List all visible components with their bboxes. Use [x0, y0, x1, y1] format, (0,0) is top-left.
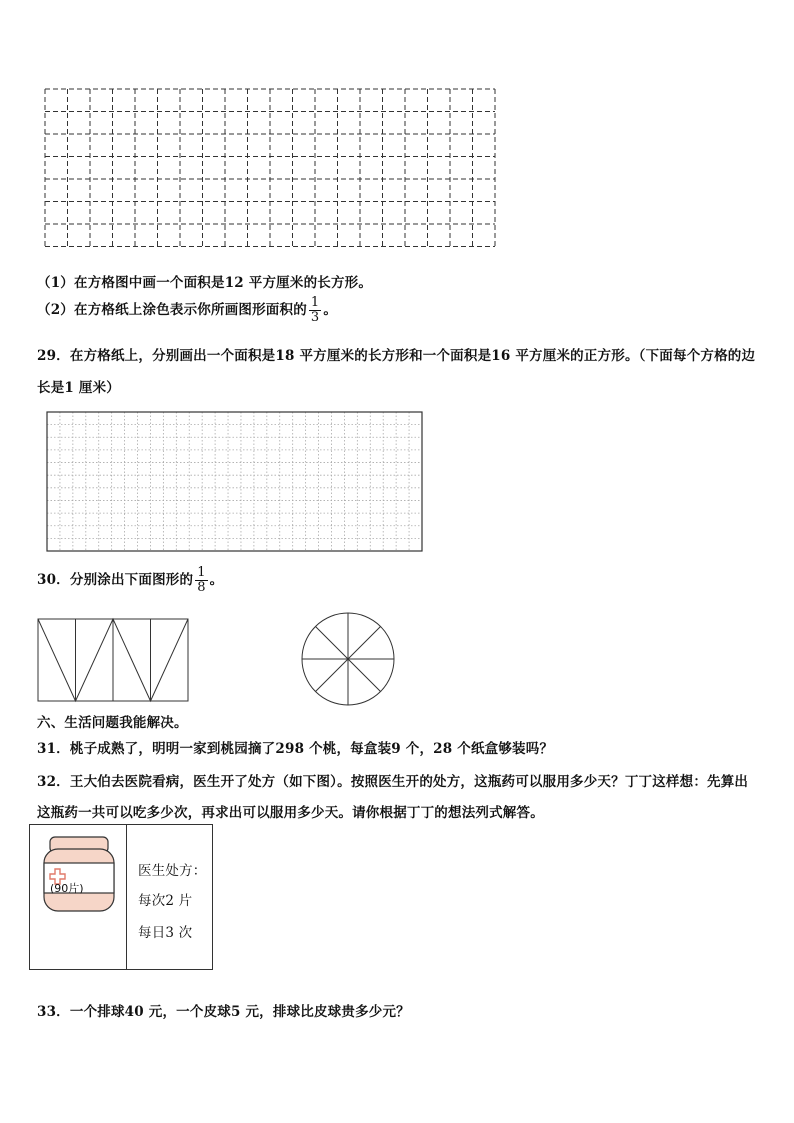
q29-line1: 29．在方格纸上，分别画出一个面积是18 平方厘米的长方形和一个面积是16 平方厘米的正方形。（下面每个方格的边 [37, 348, 756, 364]
prescription-frequency: 每日3 次 [138, 925, 193, 941]
q28-part2-prefix: （2）在方格纸上涂色表示你所画图形面积的 [37, 302, 307, 318]
fraction-denominator: 8 [197, 580, 206, 595]
q30-instruction [37, 566, 223, 595]
q32-line1: 32．王大伯去医院看病，医生开了处方（如下图）。按照医生开的处方，这瓶药可以服用多少天？丁丁这样想：先算出 [37, 774, 749, 790]
circle-eight-sectors-figure [298, 612, 398, 712]
q29-line2: 长是1 厘米） [37, 380, 120, 396]
q33-text: 33．一个排球40 元，一个皮球5 元，排球比皮球贵多少元？ [37, 1004, 410, 1020]
q32-line2: 这瓶药一共可以吃多少次，再求出可以服用多少天。请你根据丁丁的想法列式解答。 [37, 805, 544, 821]
grid-border [47, 412, 422, 551]
q28-part2 [37, 296, 337, 325]
fraction-numerator: 1 [310, 295, 320, 310]
prescription-dose: 每次2 片 [138, 893, 193, 909]
fraction-one-third [309, 296, 321, 325]
dotted-grid [0, 400, 794, 560]
q30-prefix: 30．分别涂出下面图形的 [37, 572, 194, 588]
prescription-box [29, 824, 213, 970]
bottle-label: (90片) [50, 882, 84, 895]
rectangle-triangles-figure [37, 618, 197, 708]
q30-suffix: 。 [209, 572, 224, 588]
section6-title: 六、生活问题我能解决。 [37, 715, 188, 731]
fraction-one-eighth [195, 566, 207, 595]
fraction-denominator: 3 [310, 310, 320, 325]
q31-text: 31．桃子成熟了，明明一家到桃园摘了298 个桃，每盒装9 个，28 个纸盒够装吗？ [37, 741, 554, 757]
q28-part2-suffix: 。 [323, 302, 338, 318]
prescription-title: 医生处方： [138, 863, 207, 879]
fraction-numerator: 1 [197, 565, 206, 580]
dashed-grid [0, 0, 794, 260]
q28-part1: （1）在方格图中画一个面积是12 平方厘米的长方形。 [37, 275, 373, 291]
